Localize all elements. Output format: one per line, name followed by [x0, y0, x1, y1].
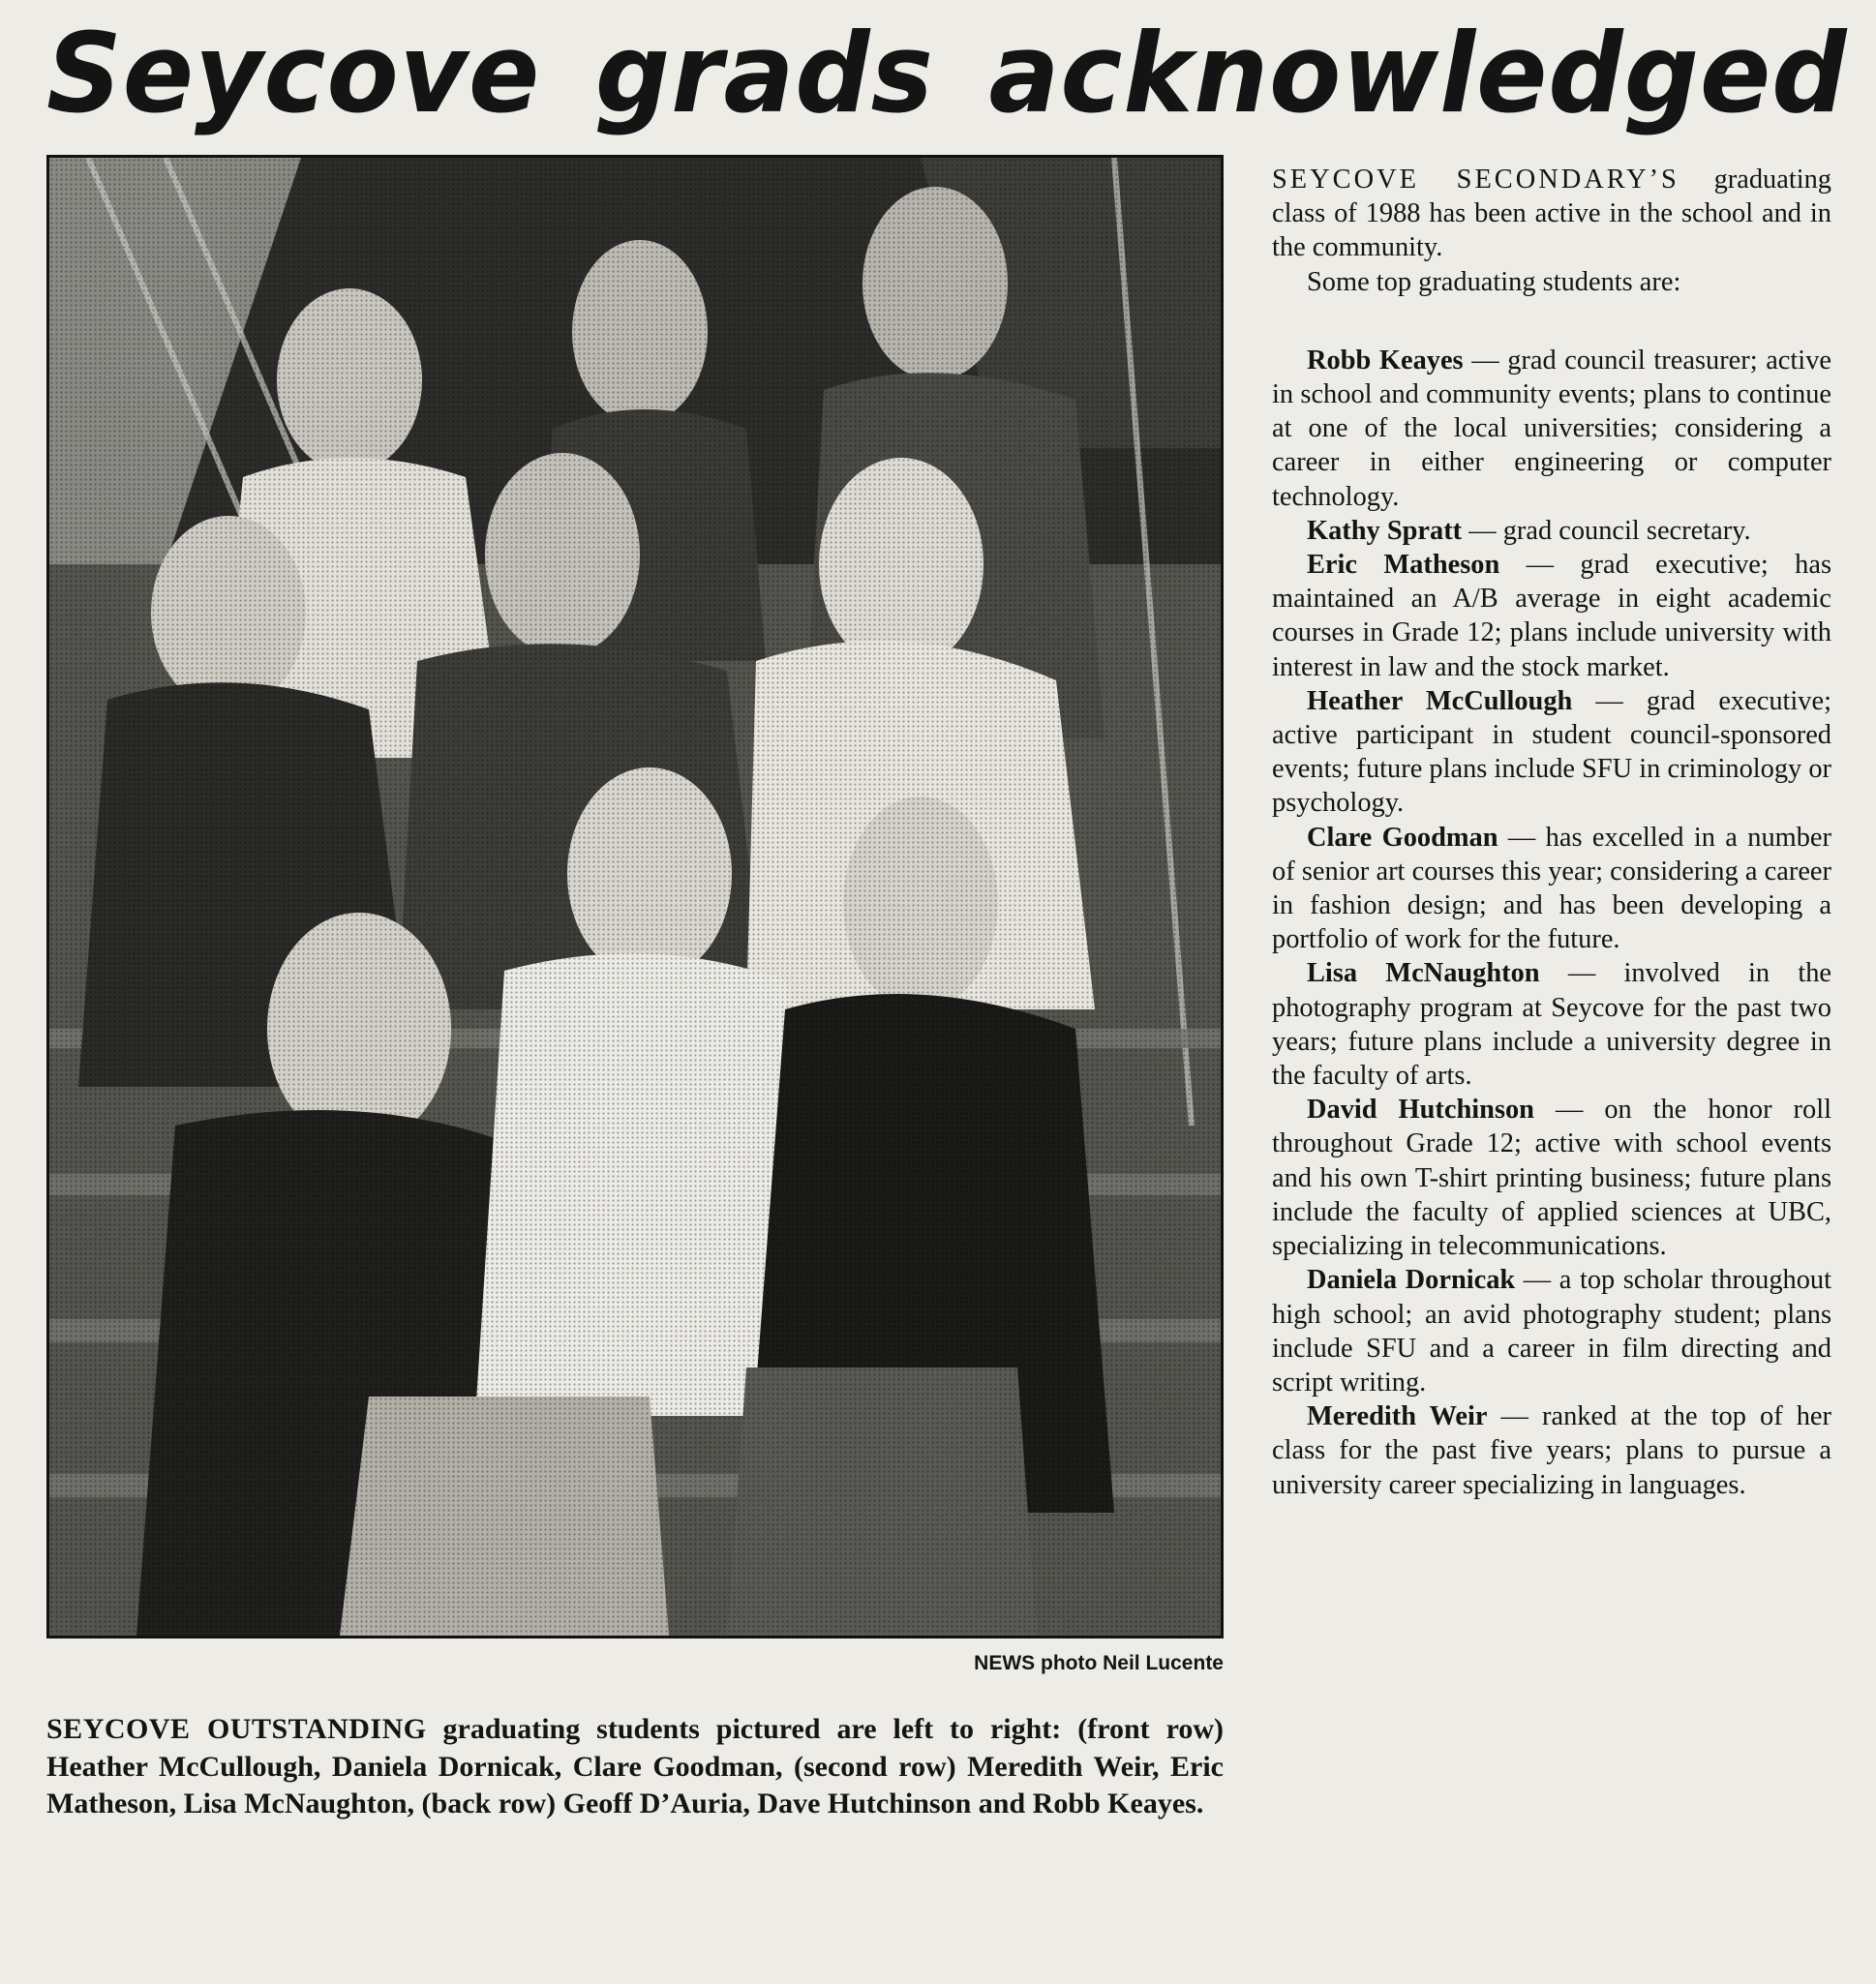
headline: Seycove grads acknowledged [46, 10, 1848, 138]
student-text: — has excelled in a number of senior art courses this year; considering a career in fashion design; and has been developing a portfolio of work for the future. [1272, 822, 1831, 955]
group-photo-icon [49, 158, 1221, 1636]
intro-paragraph [1272, 163, 1831, 265]
student-text: — on the honor roll throughout Grade 12; active with school events and his own T-shirt printing business; future plans include the faculty of applied sciences at UBC, specializing in telecommunications. [1272, 1095, 1831, 1262]
student-name: Daniela Dornicak [1307, 1265, 1516, 1296]
paragraph-gap [1272, 299, 1831, 344]
student-text: — grad executive; has maintained an A/B average in eight academic courses in Grade 12; plans include university with interest in law and the stock market. [1272, 550, 1831, 682]
student-name: Heather McCullough [1307, 685, 1573, 716]
student-name: David Hutchinson [1307, 1095, 1534, 1126]
student-entry [1272, 514, 1831, 548]
student-text: — grad council secretary. [1462, 515, 1751, 546]
intro-lead: SEYCOVE SECONDARY’S [1272, 165, 1679, 195]
student-name: Robb Keayes [1307, 345, 1464, 376]
student-text: — grad council treasurer; active in school and community events; plans to continue at one of the local universities; considering a career in either engineering or computer technology. [1272, 345, 1831, 512]
caption-body: graduating students pictured are left to right: (front row) Heather McCullough, Daniela Dornicak, Clare Goodman, (second row) Meredith Weir, Eric Matheson, Lisa McNaughton, (back row) Geoff D’Auria, Dave Hutchinson and Robb Keayes. [46, 1713, 1224, 1819]
group-photo [46, 155, 1224, 1638]
student-entry [1272, 956, 1831, 1093]
student-text: — ranked at the top of her class for the past five years; plans to pursue a university career specializing in languages. [1272, 1401, 1831, 1500]
intro-second: Some top graduating students are: [1307, 266, 1681, 297]
photo-caption [46, 1711, 1224, 1823]
student-entry [1272, 1399, 1831, 1502]
student-entry [1272, 548, 1831, 684]
caption-lead: SEYCOVE OUTSTANDING [46, 1713, 427, 1745]
student-entry [1272, 344, 1831, 514]
student-entry [1272, 1093, 1831, 1263]
student-name: Eric Matheson [1307, 550, 1500, 581]
student-name: Kathy Spratt [1307, 515, 1463, 546]
photo-credit: NEWS photo Neil Lucente [974, 1652, 1224, 1674]
student-text: — involved in the photography program at Seycove for the past two years; future plans include a university degree in the faculty of arts. [1272, 958, 1831, 1092]
student-name: Meredith Weir [1307, 1401, 1488, 1432]
student-entry [1272, 684, 1831, 821]
student-name: Clare Goodman [1307, 822, 1498, 853]
student-entry [1272, 821, 1831, 957]
article-body [1272, 163, 1831, 1502]
student-text: — a top scholar throughout high school; an avid photography student; plans include SFU and a career in film directing and script writing. [1272, 1265, 1831, 1398]
intro-body: graduating class of 1988 has been active in the school and in the community. [1272, 165, 1831, 263]
student-name: Lisa McNaughton [1307, 958, 1540, 989]
student-text: — grad executive; active participant in student council-sponsored events; future plans include SFU in criminology or psychology. [1272, 685, 1831, 819]
student-entry [1272, 1263, 1831, 1399]
